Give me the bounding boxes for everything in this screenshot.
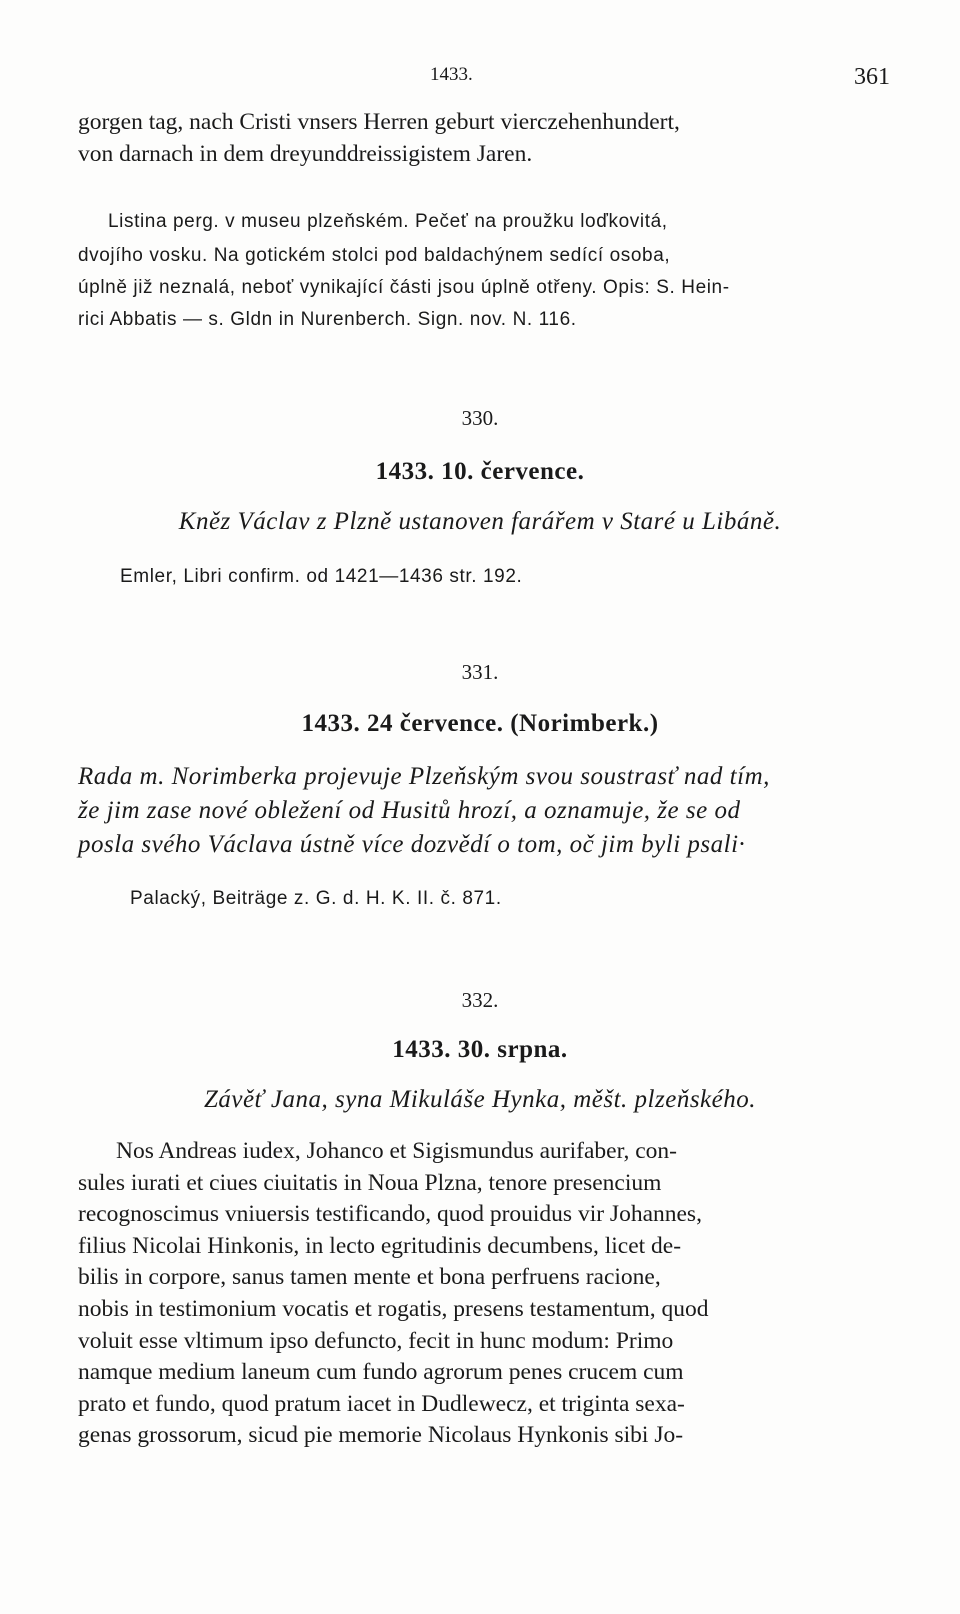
running-header-year: 1433.: [430, 64, 473, 85]
note-line: Listina perg. v museu plzeňském. Pečeť na proužku loďkovitá,: [108, 211, 668, 232]
page-number: 361: [854, 64, 890, 90]
title-line: Rada m. Norimberka projevuje Plzeňským svou soustrasť nad tím,: [78, 763, 770, 790]
document-source: Emler, Libri confirm. od 1421—1436 str. 192.: [120, 566, 523, 587]
continuation-note-rest: [78, 240, 866, 336]
title-line: že jim zase nové obležení od Husitů hrozí, a oznamuje, že se od: [78, 797, 741, 824]
document-source: Palacký, Beiträge z. G. d. H. K. II. č. 871.: [130, 888, 502, 909]
text-line: von darnach in dem dreyunddreissigistem Jaren.: [78, 141, 533, 167]
text-line: recognoscimus vniuersis testificando, quod prouidus vir Johannes,: [78, 1201, 702, 1228]
text-line: bilis in corpore, sanus tamen mente et bona perfruens racione,: [78, 1264, 661, 1291]
continuation-note: [108, 208, 866, 236]
text-line: gorgen tag, nach Cristi vnsers Herren geburt vierczehenhundert,: [78, 109, 680, 135]
text-line: genas grossorum, sicud pie memorie Nicolaus Hynkonis sibi Jo-: [78, 1422, 684, 1449]
document-title: Závěť Jana, syna Mikuláše Hynka, měšt. plzeňského.: [203, 1086, 756, 1113]
note-line: rici Abbatis — s. Gldn in Nurenberch. Sign. nov. N. 116.: [78, 309, 577, 330]
document-date: 1433. 30. srpna.: [392, 1036, 568, 1063]
text-line: sules iurati et ciues ciuitatis in Noua Plzna, tenore presencium: [78, 1169, 662, 1196]
document-title: [78, 760, 866, 862]
document-number: 330.: [461, 406, 499, 430]
document-date: 1433. 10. července.: [375, 458, 585, 485]
document-date: 1433. 24 července. (Norimberk.): [301, 710, 659, 737]
note-line: dvojího vosku. Na gotickém stolci pod baldachýnem sedící osoba,: [78, 245, 671, 266]
text-line: namque medium laneum cum fundo agrorum penes crucem cum: [78, 1359, 684, 1386]
text-line: Nos Andreas iudex, Johanco et Sigismundus aurifaber, con-: [116, 1138, 677, 1164]
document-text: [78, 1136, 866, 1452]
text-line: voluit esse vltimum ipso defuncto, fecit in hunc modum: Primo: [78, 1327, 674, 1354]
text-line: nobis in testimonium vocatis et rogatis, presens testamentum, quod: [78, 1295, 709, 1322]
continuation-text: [78, 106, 866, 170]
document-title: Kněz Václav z Plzně ustanoven farářem v Staré u Libáně.: [178, 508, 782, 535]
title-line: posla svého Václava ústně více dozvědí o tom, oč jim byli psali·: [78, 831, 746, 858]
text-line: filius Nicolai Hinkonis, in lecto egritudinis decumbens, licet de-: [78, 1232, 682, 1259]
text-line: prato et fundo, quod pratum iacet in Dudlewecz, et triginta sexa-: [78, 1390, 685, 1417]
document-number: 331.: [461, 660, 499, 684]
document-number: 332.: [461, 988, 499, 1012]
note-line: úplně již neznalá, neboť vynikající části jsou úplně otřeny. Opis: S. Hein-: [78, 277, 730, 298]
